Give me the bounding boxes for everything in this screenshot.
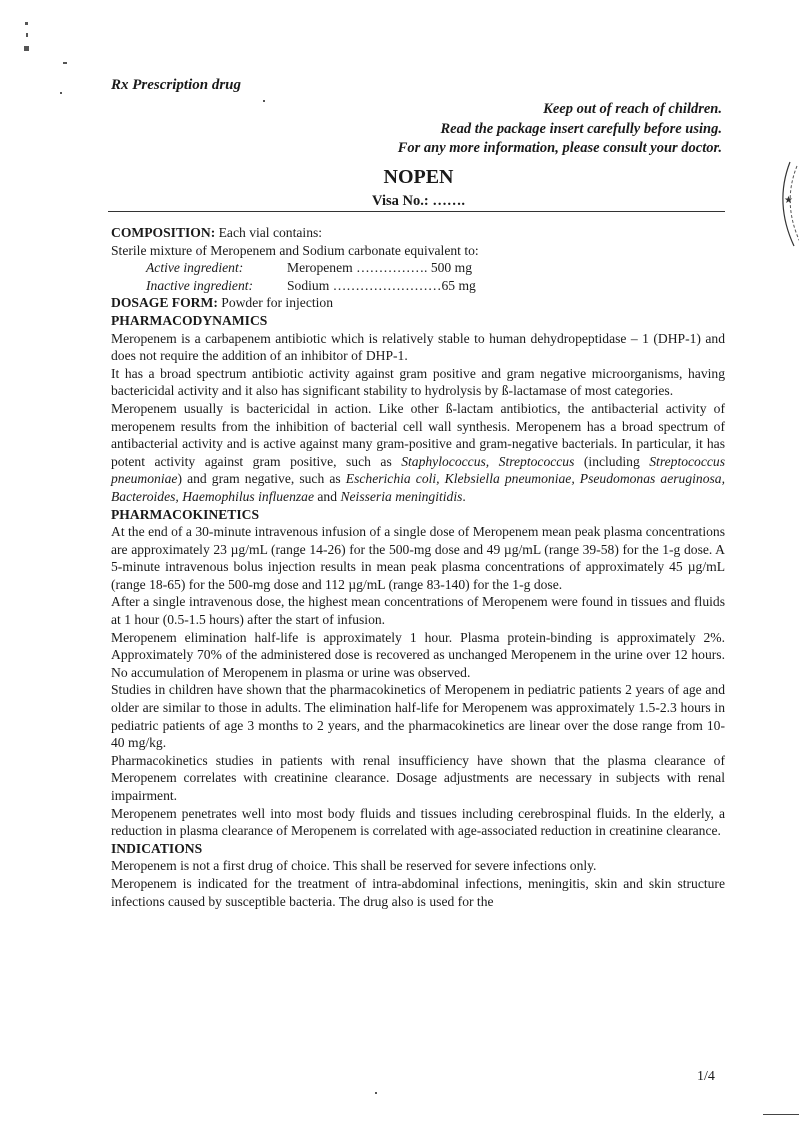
warning-line: Read the package insert carefully before using. [440,120,722,137]
scan-speck [63,62,67,64]
inactive-ingredient-value: Sodium ……………………65 mg [287,277,476,293]
prescription-label: Rx Prescription drug [111,77,242,93]
organism-names: Neisseria meningitidis [340,488,463,504]
active-ingredient-row [146,259,725,277]
dosage-form-line [111,294,725,312]
section-heading-pharmacokinetics: PHARMACOKINETICS [111,506,260,522]
scan-speck [24,46,29,51]
text-run: and [314,488,341,504]
header-rule [108,211,725,212]
section-heading-pharmacodynamics: PHARMACODYNAMICS [111,312,268,328]
dosage-form-heading: DOSAGE FORM: [111,295,218,311]
seal-stamp [772,158,799,248]
composition-heading: COMPOSITION: [111,225,216,240]
visa-number: Visa No.: ……. [372,193,465,209]
paragraph: Meropenem penetrates well into most body fluids and tissues including cerebrospinal fluids. In the elderly, a reduction in plasma clearance of Meropenem is correlated with age-associated reduction in creatinine clearance. [111,805,725,839]
footer-rule [763,1114,799,1115]
inactive-ingredient-row [146,277,725,295]
warnings-block [398,100,722,159]
paragraph: It has a broad spectrum antibiotic activity against gram positive and gram negative microorganisms, having bactericidal activity and it also has significant stability to hydrolysis by ß-lactamase of most categories. [111,365,725,399]
page-number: 1/4 [697,1069,715,1084]
paragraph [111,400,725,506]
paragraph: Meropenem elimination half-life is approximately 1 hour. Plasma protein-binding is approximately 2%. Approximately 70% of the administered dose is recovered as unchanged Meropenem in the urine over 12 hours. No accumulation of Meropenem in plasma or urine was observed. [111,629,725,680]
scan-speck [25,22,28,25]
scan-speck [26,33,28,37]
organism-names: Escherichia coli, Klebsiella pneumoniae, Pseudomonas aeruginosa, Bacteroides, Haemophilus influenzae [111,471,725,504]
text-run: . [462,488,466,504]
paragraph: Meropenem is a carbapenem antibiotic which is relatively stable to human dehydropeptidase – 1 (DHP-1) and does not require the addition of an inhibitor of DHP-1. [111,330,725,364]
warning-line: For any more information, please consult your doctor. [397,140,722,156]
text-run: ) and gram negative, such as [177,471,346,487]
paragraph: Meropenem is not a first drug of choice. This shall be reserved for severe infections only. [111,858,597,874]
section-heading-indications: INDICATIONS [111,840,203,856]
dosage-form-text: Powder for injection [217,295,334,311]
svg-text:★: ★ [784,195,793,206]
scan-speck [263,100,265,102]
paragraph: At the end of a 30-minute intravenous infusion of a single dose of Meropenem mean peak plasma concentrations are approximately 23 µg/mL (range 14-26) for the 500-mg dose and 49 µg/mL (range 39-58) for the 1-g dose. A 5-minute intravenous bolus injection results in mean peak plasma concentrations of approximately 45 µg/mL (range 18-65) for the 500-mg dose and 112 µg/mL (range 83-140) for the 1-g dose. [111,524,725,592]
text-run: (including [574,453,650,469]
paragraph: Pharmacokinetics studies in patients with renal insufficiency have shown that the plasma clearance of Meropenem correlates with creatinine clearance. Dosage adjustments are necessary in subjects with renal impairment. [111,752,725,803]
scan-speck [375,1092,377,1094]
scan-speck [60,92,62,94]
paragraph: Meropenem is indicated for the treatment of intra-abdominal infections, meningitis, skin and skin structure infections caused by susceptible bacteria. The drug also is used for the [111,875,725,909]
inactive-ingredient-label: Inactive ingredient: [146,277,254,293]
composition-line [111,224,725,242]
warning-line: Keep out of reach of children. [543,101,722,117]
active-ingredient-value: Meropenem ……………. 500 mg [287,260,473,276]
document-body [111,224,725,910]
composition-intro: Sterile mixture of Meropenem and Sodium carbonate equivalent to: [111,242,479,258]
product-title: NOPEN [383,166,454,188]
paragraph: After a single intravenous dose, the highest mean concentrations of Meropenem were found in tissues and fluids at 1 hour (0.5-1.5 hours) after the start of infusion. [111,594,725,628]
paragraph: Studies in children have shown that the pharmacokinetics of Meropenem in pediatric patients 2 years of age and older are similar to those in adults. The elimination half-life for Meropenem was approximately 1.5-2.3 hours in pediatric patients of age 3 months to 2 years, and the pharmacokinetics are linear over the dose range from 10-40 mg/kg. [111,682,725,751]
organism-names: Staphylococcus, Streptococcus [401,453,575,469]
composition-lead: Each vial contains: [215,225,323,240]
text-run: Meropenem usually is bactericidal in action. Like other ß-lactam antibiotics, the antibacterial activity of meropenem results from the inhibition of bacterial cell wall synthesis. Meropenem has a broad spectrum of antibacterial activity and is active against many gram-positive and gram-negative bacterials. In particular, it has potent activity against gram positive, such as [111,400,725,469]
organism-names: Streptococcus pneumoniae [111,453,725,487]
active-ingredient-label: Active ingredient: [146,260,244,276]
